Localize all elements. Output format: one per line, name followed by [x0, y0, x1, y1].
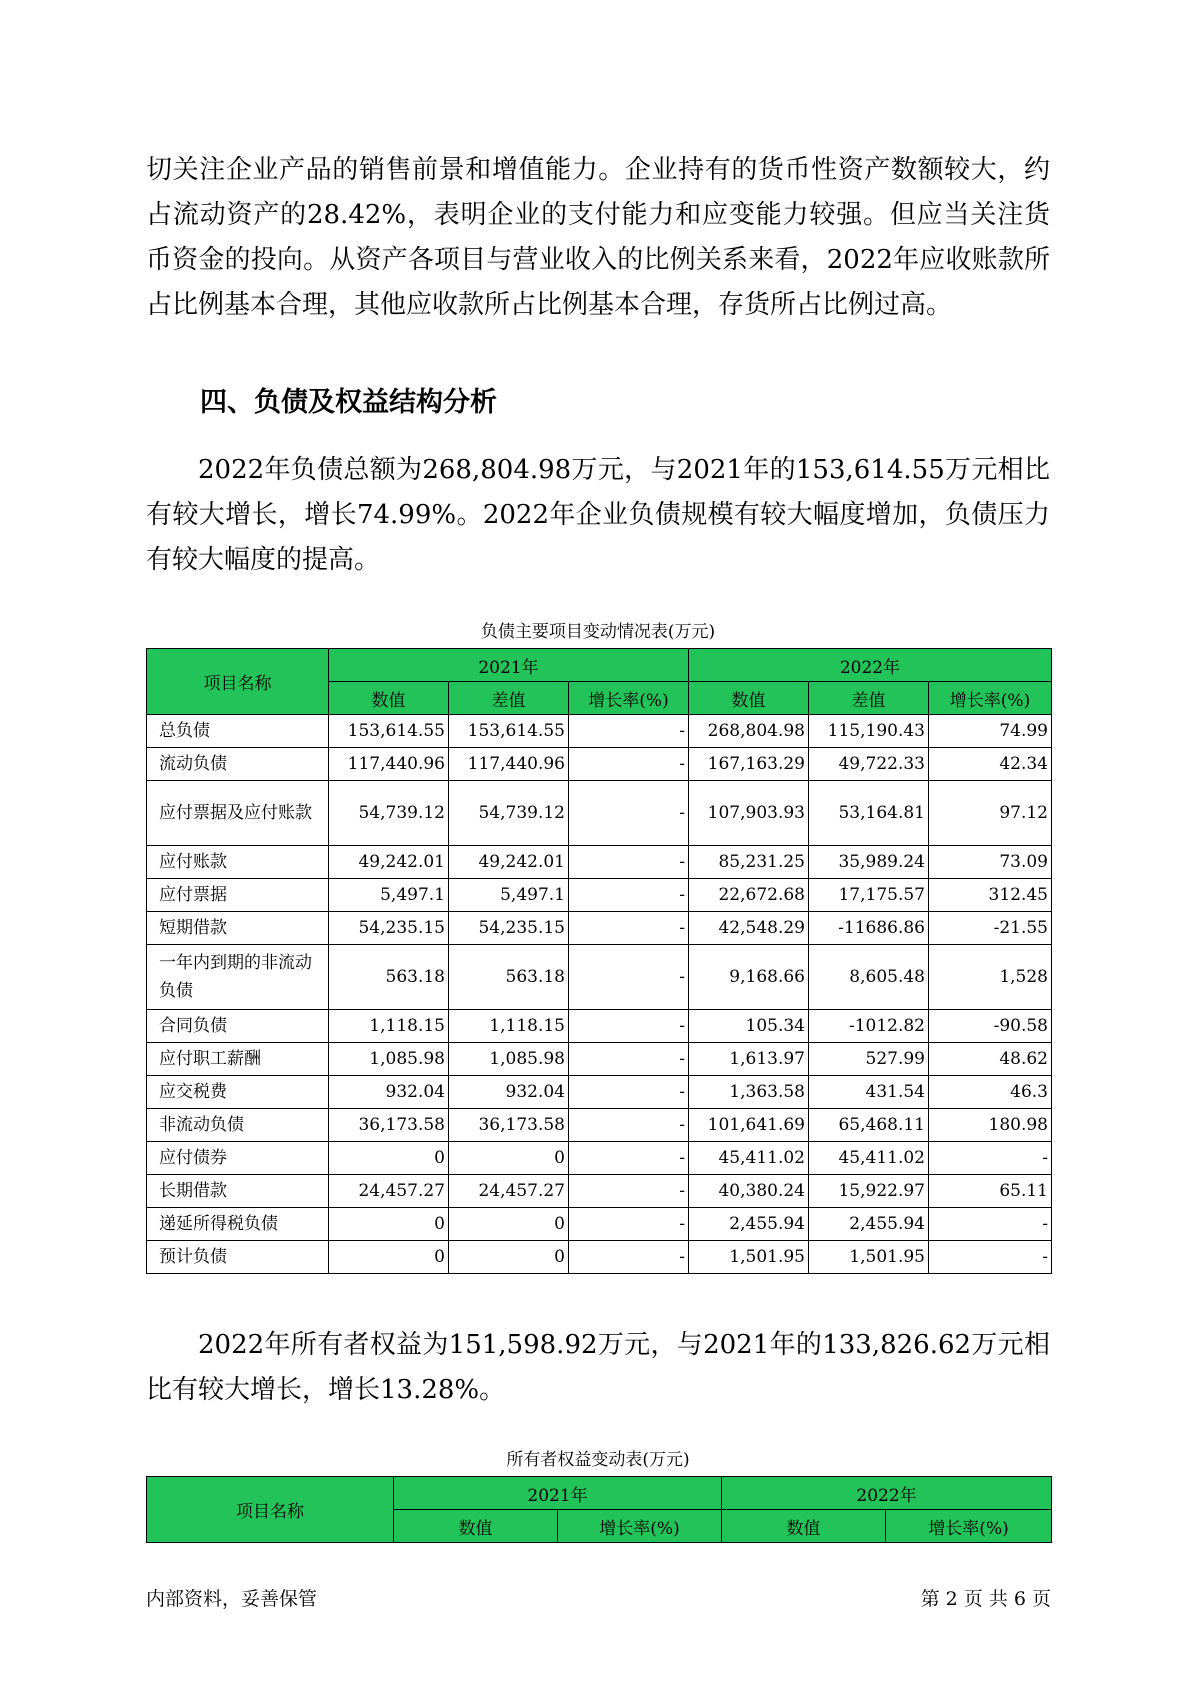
cell-d1: 563.18: [449, 945, 569, 1010]
cell-d1: 0: [449, 1142, 569, 1175]
cell-d2: 15,922.97: [809, 1175, 929, 1208]
cell-v1: 0: [329, 1142, 449, 1175]
table-row: [147, 1208, 1052, 1241]
header-value-2021: 数值: [394, 1510, 558, 1543]
table-row: [147, 1076, 1052, 1109]
table-row: [147, 1142, 1052, 1175]
cell-r1: -: [569, 1208, 689, 1241]
cell-v1: 49,242.01: [329, 846, 449, 879]
cell-r2: 97.12: [929, 781, 1052, 846]
header-value-2022: 数值: [722, 1510, 886, 1543]
cell-r1: -: [569, 1175, 689, 1208]
cell-r2: 312.45: [929, 879, 1052, 912]
table-row: [147, 1043, 1052, 1076]
cell-d2: 431.54: [809, 1076, 929, 1109]
header-value-2021: 数值: [329, 682, 449, 715]
cell-v1: 1,085.98: [329, 1043, 449, 1076]
cell-d2: 8,605.48: [809, 945, 929, 1010]
footer-confidential-note: 内部资料，妥善保管: [146, 1588, 318, 1610]
cell-v1: 563.18: [329, 945, 449, 1010]
cell-d2: -1012.82: [809, 1010, 929, 1043]
row-item-name: 总负债: [147, 715, 329, 748]
cell-v2: 1,613.97: [689, 1043, 809, 1076]
table-row: [147, 715, 1052, 748]
cell-r2: -: [929, 1208, 1052, 1241]
paragraph-equity-summary: 2022年所有者权益为151,598.92万元，与2021年的133,826.62万元相比有较大增长，增长13.28%。: [146, 1330, 1050, 1405]
header-year-2021: 2021年: [329, 649, 689, 682]
cell-d2: 49,722.33: [809, 748, 929, 781]
equity-table: [146, 1476, 1052, 1543]
row-item-name: 递延所得税负债: [147, 1208, 329, 1241]
header-diff-2021: 差值: [449, 682, 569, 715]
cell-r1: -: [569, 748, 689, 781]
cell-r2: -90.58: [929, 1010, 1052, 1043]
cell-d2: 35,989.24: [809, 846, 929, 879]
table-row: [147, 879, 1052, 912]
cell-r2: 1,528: [929, 945, 1052, 1010]
cell-v2: 107,903.93: [689, 781, 809, 846]
table-row: [147, 1175, 1052, 1208]
cell-v2: 1,501.95: [689, 1241, 809, 1274]
cell-v2: 42,548.29: [689, 912, 809, 945]
cell-v1: 932.04: [329, 1076, 449, 1109]
cell-v2: 105.34: [689, 1010, 809, 1043]
row-item-name: 应付票据: [147, 879, 329, 912]
header-item-name: 项目名称: [147, 1477, 394, 1543]
cell-v2: 1,363.58: [689, 1076, 809, 1109]
row-item-name: 应交税费: [147, 1076, 329, 1109]
row-item-name: 应付账款: [147, 846, 329, 879]
cell-r1: -: [569, 1010, 689, 1043]
cell-d2: 45,411.02: [809, 1142, 929, 1175]
header-year-2021: 2021年: [394, 1477, 722, 1510]
row-item-name: 应付票据及应付账款: [147, 781, 329, 846]
cell-v1: 24,457.27: [329, 1175, 449, 1208]
cell-r2: -21.55: [929, 912, 1052, 945]
table-row: [147, 912, 1052, 945]
header-rate-2021: 增长率(%): [558, 1510, 722, 1543]
cell-d1: 932.04: [449, 1076, 569, 1109]
table2-caption: 所有者权益变动表(万元): [506, 1450, 690, 1470]
cell-d2: 115,190.43: [809, 715, 929, 748]
cell-r2: 180.98: [929, 1109, 1052, 1142]
cell-d2: 1,501.95: [809, 1241, 929, 1274]
cell-r2: -: [929, 1142, 1052, 1175]
header-rate-2022: 增长率(%): [929, 682, 1052, 715]
liability-table-body: [147, 715, 1052, 1274]
cell-r2: 46.3: [929, 1076, 1052, 1109]
cell-v2: 85,231.25: [689, 846, 809, 879]
cell-r1: -: [569, 715, 689, 748]
cell-v1: 153,614.55: [329, 715, 449, 748]
cell-v2: 2,455.94: [689, 1208, 809, 1241]
cell-v1: 117,440.96: [329, 748, 449, 781]
cell-v1: 5,497.1: [329, 879, 449, 912]
row-item-name: 应付债券: [147, 1142, 329, 1175]
header-value-2022: 数值: [689, 682, 809, 715]
cell-d1: 153,614.55: [449, 715, 569, 748]
cell-d1: 5,497.1: [449, 879, 569, 912]
cell-d1: 0: [449, 1208, 569, 1241]
cell-r2: 74.99: [929, 715, 1052, 748]
row-item-name: 应付职工薪酬: [147, 1043, 329, 1076]
cell-r1: -: [569, 879, 689, 912]
cell-r1: -: [569, 912, 689, 945]
cell-r1: -: [569, 1109, 689, 1142]
table-row: [147, 846, 1052, 879]
row-item-name: 一年内到期的非流动负债: [147, 945, 329, 1010]
table-row: [147, 1241, 1052, 1274]
paragraph-asset-analysis: 切关注企业产品的销售前景和增值能力。企业持有的货币性资产数额较大，约占流动资产的28.42%，表明企业的支付能力和应变能力较强。但应当关注货币资金的投向。从资产各项目与营业收入的比例关系来看，2022年应收账款所占比例基本合理，其他应收款所占比例基本合理，存货所占比例过高。: [146, 155, 1050, 320]
cell-d1: 36,173.58: [449, 1109, 569, 1142]
section-heading: 四、负债及权益结构分析: [200, 387, 497, 418]
cell-v2: 101,641.69: [689, 1109, 809, 1142]
cell-r1: -: [569, 1043, 689, 1076]
cell-d2: 2,455.94: [809, 1208, 929, 1241]
cell-r1: -: [569, 1142, 689, 1175]
liability-table: [146, 648, 1052, 1274]
table-row: [147, 945, 1052, 1010]
cell-v1: 1,118.15: [329, 1010, 449, 1043]
cell-v2: 45,411.02: [689, 1142, 809, 1175]
cell-r1: -: [569, 1076, 689, 1109]
cell-r1: -: [569, 1241, 689, 1274]
cell-r2: 65.11: [929, 1175, 1052, 1208]
header-rate-2022: 增长率(%): [886, 1510, 1052, 1543]
cell-v1: 54,739.12: [329, 781, 449, 846]
row-item-name: 预计负债: [147, 1241, 329, 1274]
table-row: [147, 1109, 1052, 1142]
header-diff-2022: 差值: [809, 682, 929, 715]
table1-caption: 负债主要项目变动情况表(万元): [480, 622, 716, 642]
cell-v2: 167,163.29: [689, 748, 809, 781]
paragraph-liability-summary: 2022年负债总额为268,804.98万元，与2021年的153,614.55万元相比有较大增长，增长74.99%。2022年企业负债规模有较大幅度增加，负债压力有较大幅度的提高。: [146, 455, 1050, 575]
cell-d1: 24,457.27: [449, 1175, 569, 1208]
header-item-name: 项目名称: [147, 649, 329, 715]
cell-d1: 1,118.15: [449, 1010, 569, 1043]
cell-v1: 0: [329, 1208, 449, 1241]
table-row: [147, 781, 1052, 846]
cell-d1: 1,085.98: [449, 1043, 569, 1076]
cell-v2: 40,380.24: [689, 1175, 809, 1208]
cell-d1: 54,739.12: [449, 781, 569, 846]
cell-v2: 9,168.66: [689, 945, 809, 1010]
cell-r2: 73.09: [929, 846, 1052, 879]
cell-r1: -: [569, 846, 689, 879]
cell-v1: 36,173.58: [329, 1109, 449, 1142]
footer-page-number: 第 2 页 共 6 页: [920, 1588, 1051, 1610]
cell-d2: 527.99: [809, 1043, 929, 1076]
cell-d1: 49,242.01: [449, 846, 569, 879]
cell-r1: -: [569, 781, 689, 846]
cell-d1: 54,235.15: [449, 912, 569, 945]
row-item-name: 短期借款: [147, 912, 329, 945]
cell-d1: 0: [449, 1241, 569, 1274]
cell-v2: 268,804.98: [689, 715, 809, 748]
cell-d2: 17,175.57: [809, 879, 929, 912]
cell-r2: 48.62: [929, 1043, 1052, 1076]
cell-r2: -: [929, 1241, 1052, 1274]
header-year-2022: 2022年: [722, 1477, 1052, 1510]
cell-v2: 22,672.68: [689, 879, 809, 912]
row-item-name: 非流动负债: [147, 1109, 329, 1142]
table-row: [147, 748, 1052, 781]
cell-v1: 0: [329, 1241, 449, 1274]
cell-v1: 54,235.15: [329, 912, 449, 945]
cell-d2: 53,164.81: [809, 781, 929, 846]
cell-d1: 117,440.96: [449, 748, 569, 781]
header-year-2022: 2022年: [689, 649, 1052, 682]
row-item-name: 长期借款: [147, 1175, 329, 1208]
header-rate-2021: 增长率(%): [569, 682, 689, 715]
row-item-name: 流动负债: [147, 748, 329, 781]
cell-d2: -11686.86: [809, 912, 929, 945]
cell-d2: 65,468.11: [809, 1109, 929, 1142]
row-item-name: 合同负债: [147, 1010, 329, 1043]
table-row: [147, 1010, 1052, 1043]
cell-r1: -: [569, 945, 689, 1010]
cell-r2: 42.34: [929, 748, 1052, 781]
